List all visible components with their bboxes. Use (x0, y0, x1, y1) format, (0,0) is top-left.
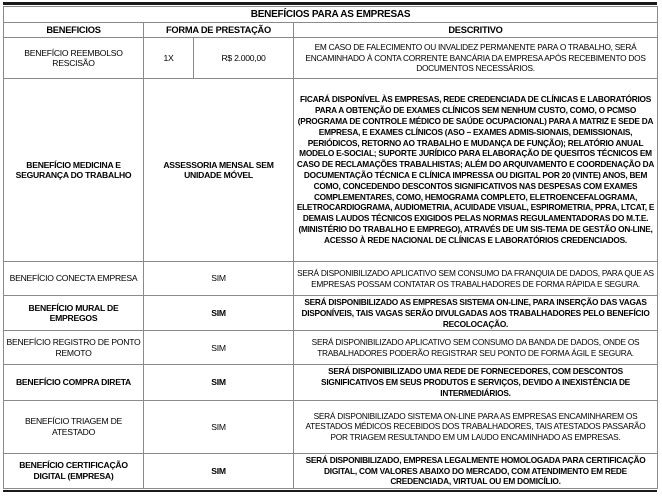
forma-cell: SIM (144, 453, 294, 488)
desc-cell: SERÁ DISPONIBILIZADO APLICATIVO SEM CONSUMO DA FRANQUIA DE DADOS, PARA QUE AS EMPRESAS POSSAM CONTATAR OS TRABALHADORES DE FORMA RÁPIDA E SEGURA. (294, 262, 658, 296)
table-title-row (4, 7, 658, 23)
forma-cell: SIM (144, 331, 294, 365)
benefit-name-cell: BENEFÍCIO MURAL DE EMPREGOS (4, 296, 144, 331)
forma-qty-cell: 1X (144, 38, 194, 79)
benefit-name-cell: BENEFÍCIO MEDICINA E SEGURANÇA DO TRABALHO (4, 79, 144, 262)
benefit-name-cell: BENEFÍCIO TRIAGEM DE ATESTADO (4, 400, 144, 453)
table-row-medicina-seguranca (4, 79, 658, 262)
table-row-compra-direta (4, 365, 658, 400)
forma-value-cell: R$ 2.000,00 (194, 38, 294, 79)
benefit-name-cell: BENEFÍCIO COMPRA DIRETA (4, 365, 144, 400)
benefit-name-cell: BENEFÍCIO REEMBOLSO RESCISÃO (4, 38, 144, 79)
forma-cell: SIM (144, 365, 294, 400)
col-header-descritivo: DESCRITIVO (294, 23, 658, 38)
table-row-conecta-empresa (4, 262, 658, 296)
benefit-name-cell: BENEFÍCIO CONECTA EMPRESA (4, 262, 144, 296)
table-row-mural-de-empregos (4, 296, 658, 331)
table-row-reembolso-rescisao (4, 38, 658, 79)
forma-cell: SIM (144, 296, 294, 331)
benefit-name-cell: BENEFÍCIO REGISTRO DE PONTO REMOTO (4, 331, 144, 365)
benefits-table (3, 6, 658, 489)
table-header-row (4, 23, 658, 38)
col-header-beneficios: BENEFICIOS (4, 23, 144, 38)
desc-cell: EM CASO DE FALECIMENTO OU INVALIDEZ PERMANENTE PARA O TRABALHO, SERÁ ENCAMINHADO À CONTA CORRENTE BANCÁRIA DA EMPRESA APÓS RECEBIMENTO DOS DOCUMENTOS NECESSÁRIOS. (294, 38, 658, 79)
desc-cell: SERÁ DISPONIBILIZADO AS EMPRESAS SISTEMA ON-LINE, PARA INSERÇÃO DAS VAGAS DISPONÍVEIS, TAIS VAGAS SERÃO DIVULGADAS AOS TRABALHADORES PELO BENEFÍCIO RECOLOCAÇÃO. (294, 296, 658, 331)
benefits-table-container (3, 2, 657, 492)
forma-cell: ASSESSORIA MENSAL SEM UNIDADE MÓVEL (144, 79, 294, 262)
table-title: BENEFÍCIOS PARA AS EMPRESAS (4, 7, 658, 23)
col-header-forma-de-prestacao: FORMA DE PRESTAÇÃO (144, 23, 294, 38)
desc-cell: SERÁ DISPONIBILIZADO SISTEMA ON-LINE PARA AS EMPRESAS ENCAMINHAREM OS ATESTADOS MÉDICOS RECEBIDOS DOS TRABALHADORES, TAIS ATESTADOS PASSARÃO POR TRIAGEM RESULTANDO EM UM LAUDO ENCAMINHADO AS EMPRESAS. (294, 400, 658, 453)
table-row-registro-ponto-remoto (4, 331, 658, 365)
table-row-triagem-de-atestado (4, 400, 658, 453)
forma-cell: SIM (144, 400, 294, 453)
benefit-name-cell: BENEFÍCIO CERTIFICAÇÃO DIGITAL (EMPRESA) (4, 453, 144, 488)
desc-cell: FICARÁ DISPONÍVEL ÀS EMPRESAS, REDE CREDENCIADA DE CLÍNICAS E LABORATÓRIOS PARA A OBTENÇÃO DE EXAMES CLÍNICOS SEM NENHUM CUSTO, COMO, O PCMSO (PROGRAMA DE CONTROLE MÉDICO DE SAÚDE OCUPACIONAL) PARA A MATRIZ E SEDE DA EMPRESA, E EXAMES CLÍNICOS (ASO – EXAMES ADMIS-SIONAIS, DEMISSIONAIS, PERIÓDICOS, RETORNO AO TRABALHO E MUDANÇA DE FUNÇÃO); RELATÓRIO ANUAL MODELO E-SOCIAL; SUPORTE JURÍDICO PARA ELABORAÇÃO DE QUESITOS TÉCNICOS EM CASO DE RECLAMAÇÕES TRABALHISTAS; ALÉM DO ARQUIVAMENTO E COORDENAÇÃO DA DOCUMENTAÇÃO TÉCNICA E CLÍNICA IMPRESSA OU DIGITAL POR 20 (VINTE) ANOS, BEM COMO, CONCEDENDO DESCONTOS SIGNIFICATIVOS NAS DESPESAS COM EXAMES COMPLEMENTARES, COMO, HEMOGRAMA COMPLETO, ELETROENCEFALOGRAMA, ELETROCARDIOGRAMA, AUDIOMETRIA, ACUIDADE VISUAL, ESPIROMETRIA, PPRA, LTCAT, E DEMAIS LAUDOS TÉCNICOS EXIGIDOS PELAS NORMAS REGULAMENTADORAS DO M.T.E. (MINISTÉRIO DO TRABALHO E EMPREGO), ATRAVÉS DE UM SIS-TEMA DE GESTÃO ON-LINE, ACESSO À REDE NACIONAL DE CLÍNICAS E LABORATÓRIOS CREDENCIADOS. (294, 79, 658, 262)
desc-cell: SERÁ DISPONIBILIZADO APLICATIVO SEM CONSUMO DA BANDA DE DADOS, ONDE OS TRABALHADORES PODERÃO REGISTRAR SEU PONTO DE FORMA ÁGIL E SEGURA. (294, 331, 658, 365)
forma-cell: SIM (144, 262, 294, 296)
table-row-certificacao-digital (4, 453, 658, 488)
desc-cell: SERÁ DISPONIBILIZADO UMA REDE DE FORNECEDORES, COM DESCONTOS SIGNIFICATIVOS EM SEUS PRODUTOS E SERVIÇOS, DEVIDO A INEXISTÊNCIA DE INTERMEDIÁRIOS. (294, 365, 658, 400)
desc-cell: SERÁ DISPONIBILIZADO, EMPRESA LEGALMENTE HOMOLOGADA PARA CERTIFICAÇÃO DIGITAL, COM VALORES ABAIXO DO MERCADO, COM ATENDIMENTO EM REDE CREDENCIADA, VIRTUAL OU EM DOMICÍLIO. (294, 453, 658, 488)
